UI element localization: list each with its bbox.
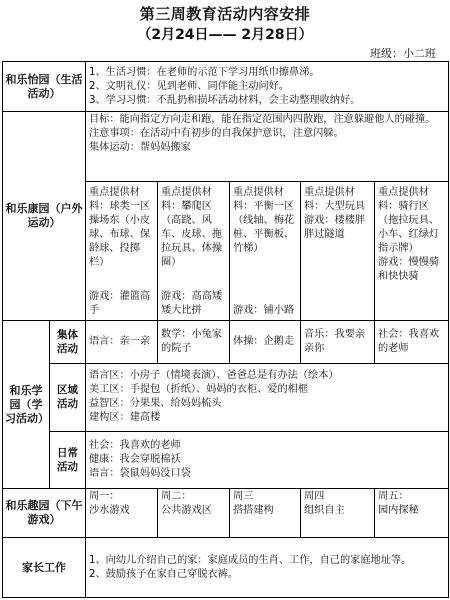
afternoon-day bbox=[301, 489, 375, 538]
day-game: 搭搭建构 bbox=[233, 505, 274, 517]
area-material: 重点提供材料：平衡一区（线轴、梅花桩、平衡板、竹梯） bbox=[233, 187, 295, 255]
day-label: 周二： bbox=[161, 491, 192, 503]
area-material: 重点提供材料：球类一区操场东（小皮球、布球、保龄球、投掷栏） bbox=[89, 187, 151, 269]
day-game: 园内探秘 bbox=[378, 505, 419, 517]
group-item: 社会：我喜欢的老师 bbox=[375, 320, 449, 363]
day-label: 周四 bbox=[304, 491, 325, 503]
afternoon-day bbox=[158, 489, 230, 538]
life-line: 2、文明礼仪：见到老师、同伴能主动问好。 bbox=[89, 80, 290, 92]
life-header: 和乐怡园（生活活动） bbox=[3, 62, 86, 112]
class-label: 班级：小二班 bbox=[370, 47, 436, 60]
area-line: 美工区：手提包（折纸）、妈妈的衣柜、爱的相框 bbox=[89, 384, 309, 396]
afternoon-day bbox=[375, 489, 449, 538]
area-game: 游戏：铺小路 bbox=[233, 304, 295, 316]
life-content bbox=[86, 62, 449, 112]
date-range: （2月24日—— 2月28日） bbox=[137, 27, 313, 43]
outdoor-area bbox=[86, 182, 158, 321]
learning-group-row bbox=[3, 320, 449, 363]
afternoon-header: 和乐趣园（下午游戏） bbox=[3, 489, 86, 538]
area-material: 重点提供材料：攀爬区（高跷、风车、皮球、拖拉玩具、体操圈） bbox=[161, 187, 223, 269]
group-item: 音乐：我要亲亲你 bbox=[301, 320, 375, 363]
parents-line: 1、向幼儿介绍自己的家：家庭成员的生肖、工作，自己的家庭地址等。 bbox=[89, 554, 412, 566]
learning-daily-row bbox=[3, 431, 449, 489]
parents-header: 家长工作 bbox=[3, 538, 86, 598]
area-game: 游戏：灌篮高手 bbox=[89, 290, 151, 316]
day-label: 周一： bbox=[89, 491, 120, 503]
daily-line: 语言：袋鼠妈妈没口袋 bbox=[89, 467, 191, 479]
outdoor-goal: 目标：能向指定方向走和跑，能在指定范围内四散跑，注意躲避他人的碰撞。 bbox=[89, 114, 436, 126]
parents-line: 2、鼓励孩子在家自己穿脱衣裤。 bbox=[89, 568, 239, 580]
day-game: 沙水游戏 bbox=[89, 505, 130, 517]
outdoor-note: 注意事项：在活动中有初步的自我保护意识，注意闪躲。 bbox=[89, 128, 344, 140]
outdoor-area bbox=[230, 182, 301, 321]
parents-row bbox=[3, 538, 449, 598]
outdoor-group: 集体运动：帮妈妈搬家 bbox=[89, 142, 191, 154]
page-title: 第三周教育活动内容安排 bbox=[139, 5, 311, 23]
life-line: 3、学习习惯：不乱扔和损坏活动材料，会主动整理收纳好。 bbox=[89, 94, 361, 106]
learning-area-row bbox=[3, 363, 449, 431]
group-item: 数学：小兔家的院子 bbox=[158, 320, 230, 363]
daily-content bbox=[86, 431, 449, 489]
area-game: 游戏：高高矮矮大比拼 bbox=[161, 290, 223, 316]
area-label: 区域活动 bbox=[50, 363, 86, 431]
area-material: 重点提供材料：骑行区（拖拉玩具、小车、红绿灯指示牌） bbox=[378, 187, 440, 255]
area-game: 游戏：楼楼胖胖过隧道 bbox=[304, 215, 366, 241]
group-label: 集体活动 bbox=[50, 320, 86, 363]
daily-line: 社会：我喜欢的老师 bbox=[89, 439, 181, 451]
area-line: 益智区：分果果、给妈妈梳头 bbox=[89, 398, 222, 410]
outdoor-header: 和乐康园（户外运动） bbox=[3, 112, 86, 321]
group-item: 语言：亲一亲 bbox=[86, 320, 158, 363]
daily-line: 健康：我会穿脱棉袄 bbox=[89, 453, 181, 465]
area-content bbox=[86, 363, 449, 431]
area-game: 游戏：慢慢骑和快快骑 bbox=[378, 257, 440, 283]
afternoon-day bbox=[86, 489, 158, 538]
outdoor-area bbox=[158, 182, 230, 321]
day-label: 周三 bbox=[233, 491, 254, 503]
parents-content bbox=[86, 538, 449, 598]
day-game: 组织自主 bbox=[304, 505, 345, 517]
area-material: 重点提供材料：大型玩具 bbox=[304, 187, 366, 213]
learning-header: 和乐学园（学习活动） bbox=[3, 320, 50, 488]
schedule-table bbox=[2, 61, 449, 598]
outdoor-area bbox=[301, 182, 375, 321]
group-item: 体操：企鹅走 bbox=[230, 320, 301, 363]
afternoon-day bbox=[230, 489, 301, 538]
outdoor-goal-row bbox=[3, 112, 449, 182]
outdoor-goal-cell bbox=[86, 112, 449, 182]
area-line: 语言区：小房子（情境表演）、爸爸总是有办法（绘本） bbox=[89, 370, 339, 382]
daily-label: 日常活动 bbox=[50, 431, 86, 489]
day-label: 周五： bbox=[378, 491, 409, 503]
life-row bbox=[3, 62, 449, 112]
afternoon-row bbox=[3, 489, 449, 538]
life-line: 1、生活习惯：在老师的示范下学习用纸巾擦鼻涕。 bbox=[89, 66, 320, 78]
day-game: 公共游戏区 bbox=[161, 505, 212, 517]
outdoor-area bbox=[375, 182, 449, 321]
area-line: 建构区：建高楼 bbox=[89, 412, 161, 424]
